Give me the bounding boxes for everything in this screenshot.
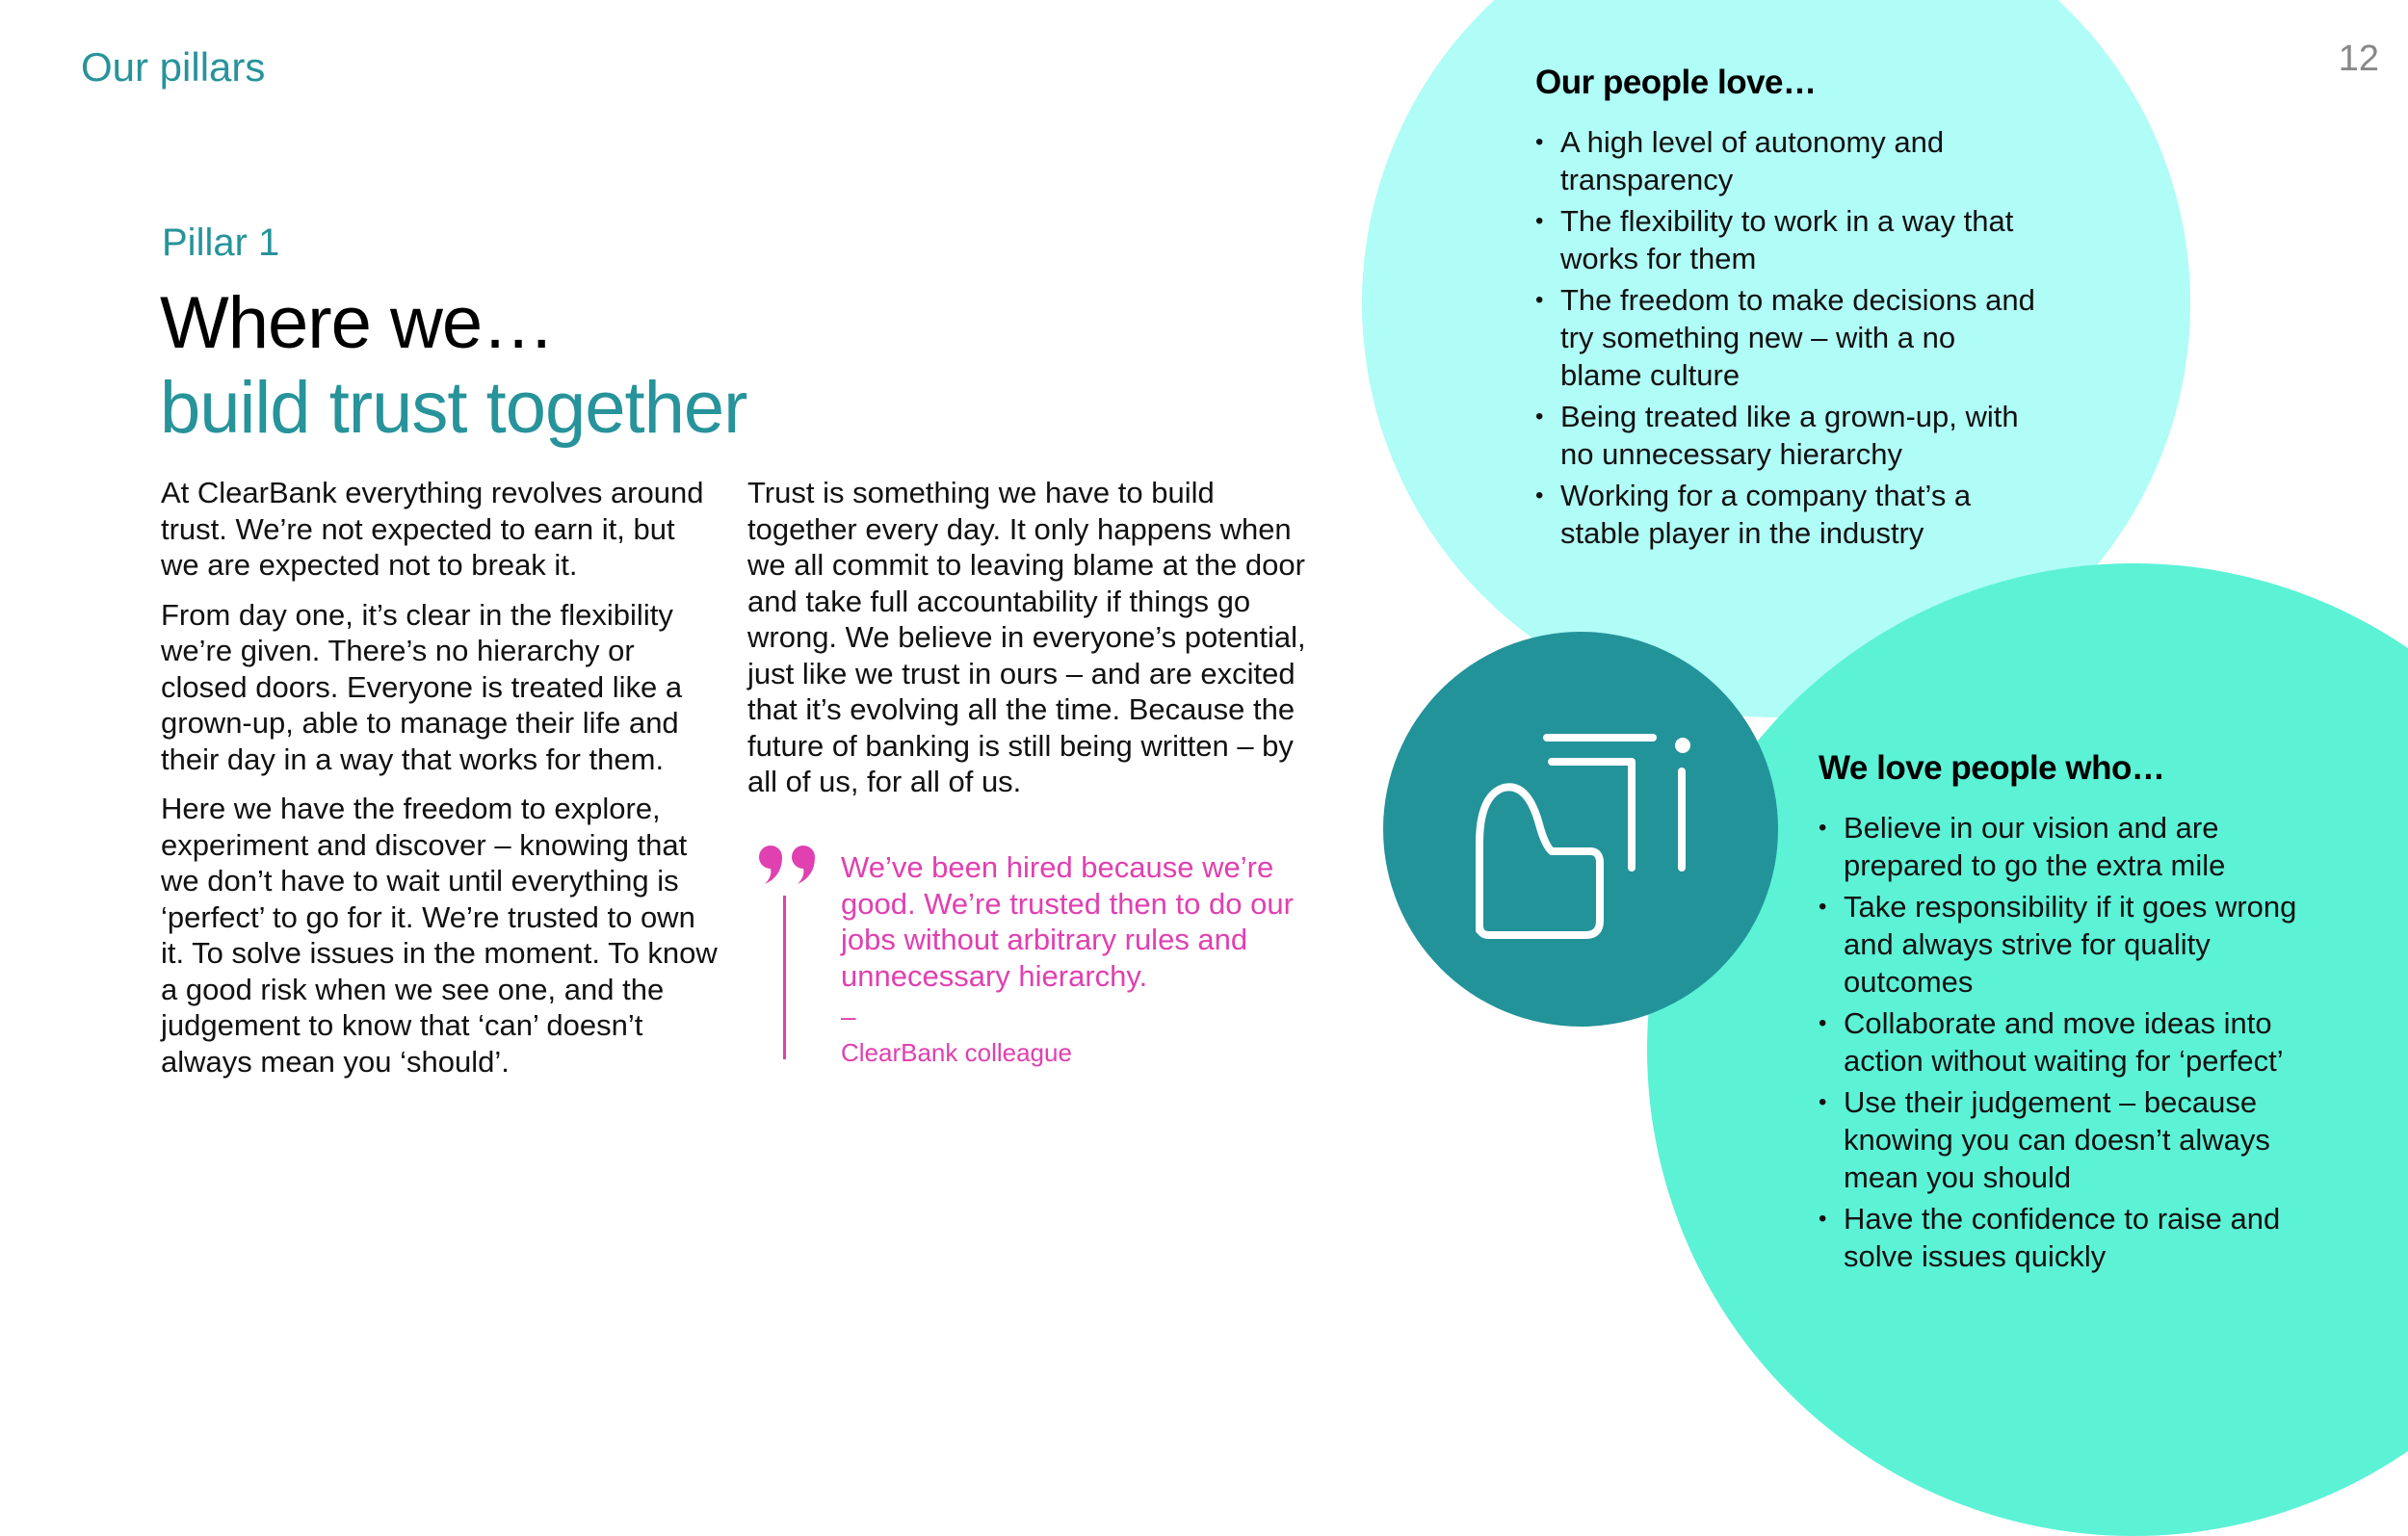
love-people-who-title: We love people who…	[1819, 749, 2165, 787]
quote-marks-icon	[757, 844, 819, 886]
pillar-label: Pillar 1	[162, 221, 280, 264]
heading-line-2: build trust together	[160, 367, 747, 449]
quote-author: ClearBank colleague	[841, 1038, 1072, 1067]
body-column-2	[747, 475, 1325, 814]
quote-dash: –	[841, 1002, 856, 1031]
list-item: • Being treated like a grown-up, with no unnecessary hierarchy	[1535, 398, 2036, 473]
paragraph: Here we have the freedom to explore, experiment and discover – knowing that we don’t have to wait until everything is ‘perfect’ to go for it. We’re trusted to own it. To solve issues in the moment. To know a good risk when we see one, and the judgement to know that ‘can’ doesn’t always mean you ‘should’.	[161, 792, 718, 1079]
page-number: 12	[2338, 39, 2379, 79]
quote-text: We’ve been hired because we’re good. We’re trusted then to do our jobs without arbitrary rules and unnecessary hierarchy.	[841, 850, 1294, 993]
list-item: • Take responsibility if it goes wrong and always strive for quality outcomes	[1819, 888, 2339, 1001]
section-title: Our pillars	[81, 44, 266, 90]
heading-line-1: Where we…	[160, 282, 555, 364]
people-love-list	[1535, 123, 2036, 556]
paragraph: From day one, it’s clear in the flexibility we’re given. There’s no hierarchy or closed doors. Everyone is treated like a grown-up, able to manage their life and their day in a way that works for them.	[161, 597, 683, 776]
list-item: • Believe in our vision and are prepared to go the extra mile	[1819, 809, 2339, 884]
list-item: • A high level of autonomy and transparency	[1535, 123, 2036, 198]
paragraph: Trust is something we have to build together every day. It only happens when we all commit to leaving blame at the door and take full accountability if things go wrong. We believe in everyone’s potential, just like we trust in ours – and are excited that it’s evolving all the time. Because the future of banking is still being written – by all of us, for all of us.	[747, 476, 1306, 798]
list-item: • The flexibility to work in a way that works for them	[1535, 202, 2036, 277]
people-love-title: Our people love…	[1535, 64, 1817, 101]
list-item: • Collaborate and move ideas into action without waiting for ‘perfect’	[1819, 1004, 2339, 1080]
list-item: • Working for a company that’s a stable player in the industry	[1535, 477, 2036, 552]
thumbs-up-icon	[1383, 632, 1778, 1027]
love-people-who-list	[1819, 809, 2339, 1279]
paragraph: At ClearBank everything revolves around trust. We’re not expected to earn it, but we are expected not to break it.	[161, 476, 704, 582]
list-item: • Have the confidence to raise and solve issues quickly	[1819, 1200, 2339, 1275]
quote-rule	[783, 896, 786, 1059]
list-item: • Use their judgement – because knowing you can doesn’t always mean you should	[1819, 1083, 2339, 1196]
list-item: • The freedom to make decisions and try something new – with a no blame culture	[1535, 281, 2036, 394]
body-column-1	[161, 475, 720, 1093]
